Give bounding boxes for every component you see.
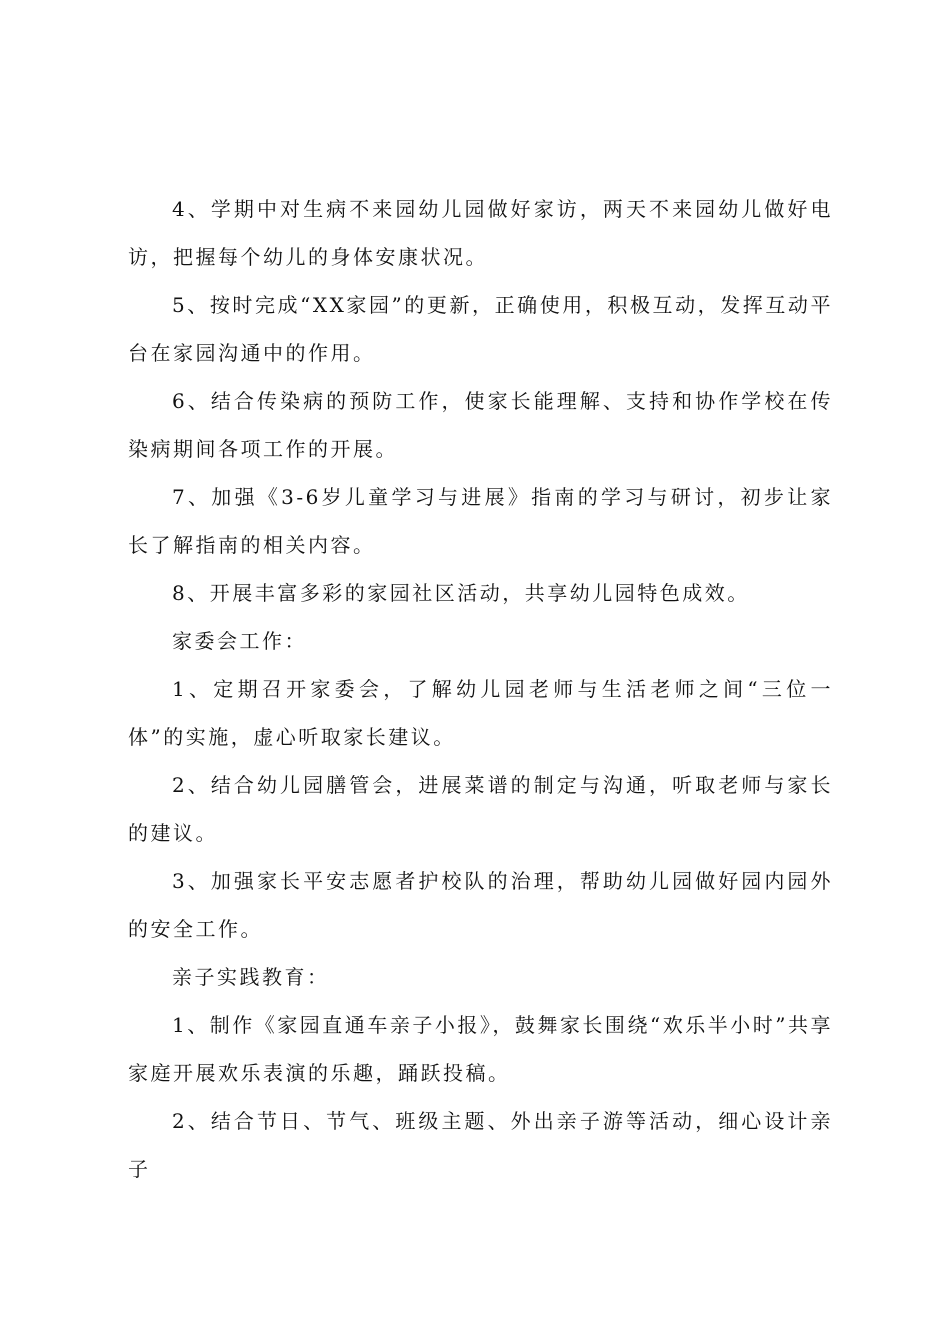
section-heading-parent-committee: 家委会工作： xyxy=(172,629,307,653)
document-body xyxy=(128,185,833,1193)
paragraph-practice-item-1: 1、制作《家园直通车亲子小报》，鼓舞家长围绕“欢乐半小时”共享家庭开展欢乐表演的乐趣，踊跃投稿。 xyxy=(128,1013,833,1085)
paragraph-committee-item-3: 3、加强家长平安志愿者护校队的治理，帮助幼儿园做好园内园外的安全工作。 xyxy=(128,869,833,941)
paragraph-item-7-guideline-study: 7、加强《3-6岁儿童学习与进展》指南的学习与研讨，初步让家长了解指南的相关内容。 xyxy=(128,485,833,557)
paragraph-practice-item-2: 2、结合节日、节气、班级主题、外出亲子游等活动，细心设计亲子 xyxy=(128,1109,833,1181)
section-heading-parent-child-practice: 亲子实践教育： xyxy=(172,965,330,989)
paragraph-item-4-home-visits: 4、学期中对生病不来园幼儿园做好家访，两天不来园幼儿做好电访，把握每个幼儿的身体安康状况。 xyxy=(128,197,833,269)
paragraph-committee-item-2: 2、结合幼儿园膳管会，进展菜谱的制定与沟通，听取老师与家长的建议。 xyxy=(128,773,833,845)
paragraph-item-8-community-activities: 8、开展丰富多彩的家园社区活动，共享幼儿园特色成效。 xyxy=(172,581,750,605)
paragraph-item-6-disease-prevention: 6、结合传染病的预防工作，使家长能理解、支持和协作学校在传染病期间各项工作的开展。 xyxy=(128,389,833,461)
paragraph-item-5-platform-update: 5、按时完成“XX家园”的更新，正确使用，积极互动，发挥互动平台在家园沟通中的作用。 xyxy=(128,293,833,365)
paragraph-committee-item-1: 1、定期召开家委会，了解幼儿园老师与生活老师之间“三位一体”的实施，虚心听取家长建议。 xyxy=(128,677,833,749)
